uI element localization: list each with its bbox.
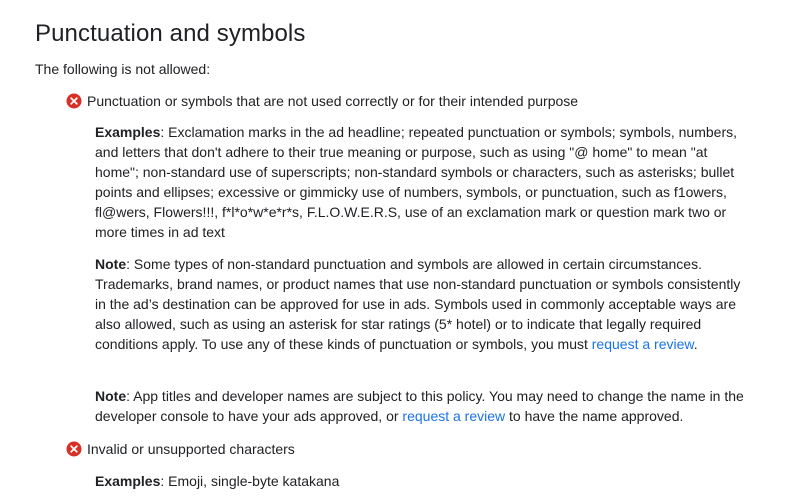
error-x-icon [66,441,82,457]
note-paragraph [95,254,745,354]
intro-text: The following is not allowed: [35,61,211,77]
note-label: Note [95,388,127,404]
note-label: Note [95,256,127,272]
examples-label: Examples [95,473,161,489]
request-review-link[interactable]: request a review [402,408,506,424]
policy-item-punctuation [66,91,578,111]
error-x-icon [66,93,82,109]
examples-text: : Emoji, single-byte katakana [160,473,340,489]
note-text-end: to have the name approved. [505,408,684,424]
examples-paragraph [95,122,745,242]
examples-text: : Exclamation marks in the ad headline; repeated punctuation or symbols; symbols, numbers, and letters that don't adhere to their true meaning or purpose, such as using "@ home" to mean "at home"; non-standard use of superscripts; non-standard symbols or characters, such as asterisks; bullet points and ellipses; excessive or gimmicky use of numbers, symbols, or punctuation, such as f1owers, fl@wers, Flowers!!!, f*l*o*w*e*r*s, F.L.O.W.E.R.S, use of an exclamation mark or question mark two or more times in ad text [95,124,737,240]
note-text-end: . [693,336,698,352]
policy-item-invalid-characters [66,439,295,459]
examples-paragraph [95,471,745,491]
item-title: Punctuation or symbols that are not used correctly or for their intended purpose [87,93,579,109]
examples-label: Examples [95,124,161,140]
item-title: Invalid or unsupported characters [87,441,295,457]
note-text: : Some types of non-standard punctuation and symbols are allowed in certain circumstances. Trademarks, brand names, or product names that use non-standard punctuation or symbols consistently in the ad’s destination can be approved for use in ads. Symbols used in commonly acceptable ways are also allowed, such as using an asterisk for star ratings (5* hotel) or to indicate that legally required conditions apply. To use any of these kinds of punctuation or symbols, you must [95,256,741,352]
note-app-titles-paragraph [95,386,745,426]
note-text: : App titles and developer names are subject to this policy. You may need to change the name in the developer console to have your ads approved, or [95,388,744,424]
page-title: Punctuation and symbols [35,20,306,47]
request-review-link[interactable]: request a review [591,336,694,352]
